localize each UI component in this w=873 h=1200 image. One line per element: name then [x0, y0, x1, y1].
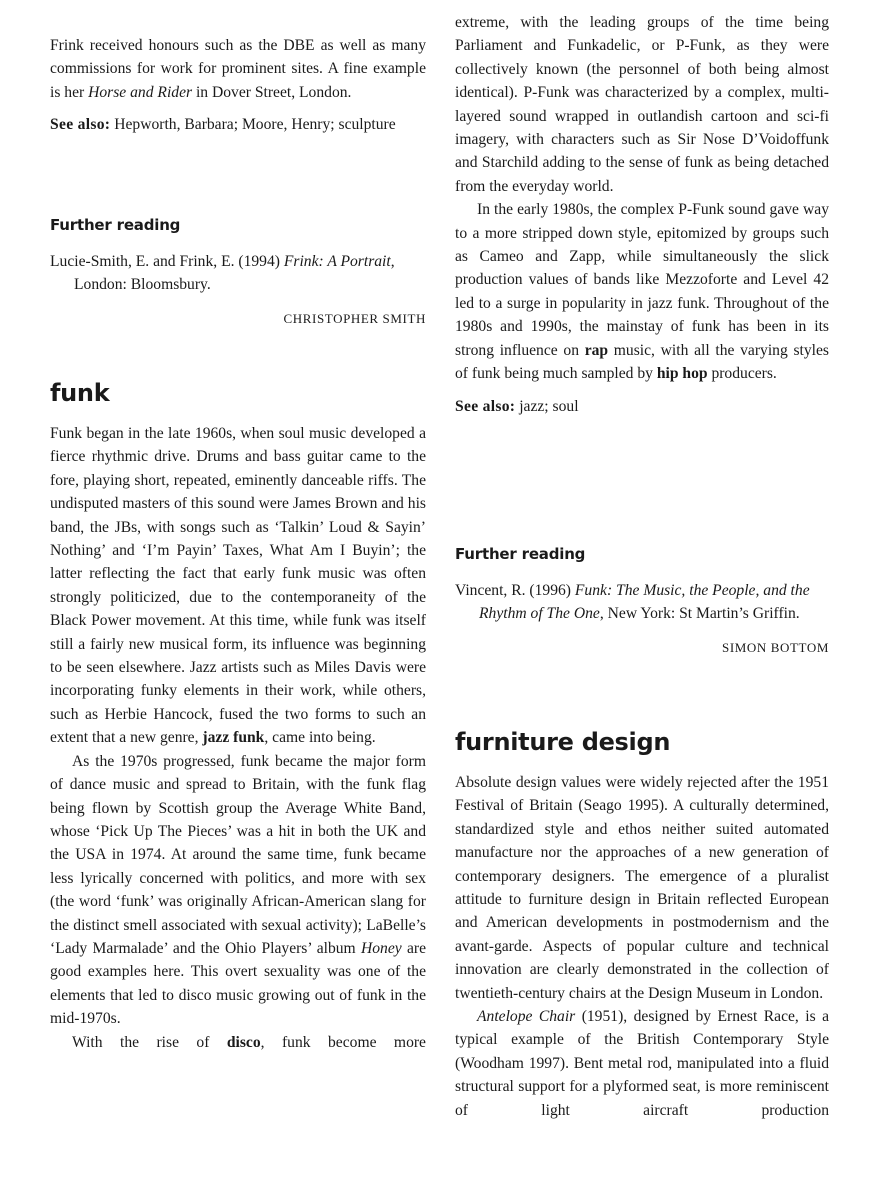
funk-paragraph-3-cont: extreme, with the leading groups of the time being Parliament and Funkadelic, or P-Funk, as they were collectively known (the personnel of both being almost identical). P-Funk was characterized by a complex, multi-layered sound wrapped in outlandish cartoon and sci-fi imagery, with characters such as Sir Nose D’Voidoffunk and Starchild adding to the sense of funk as being detached from the everyday world. — [455, 14, 829, 195]
contributor-name: SIMON BOTTOM — [722, 639, 829, 655]
artwork-title: Horse and Rider — [88, 83, 193, 101]
funk-paragraph-3-start: With the rise of disco, funk become more — [72, 1033, 426, 1051]
entry-title-furniture-design: furniture design — [455, 728, 671, 756]
funk-paragraph-2: As the 1970s progressed, funk became the major form of dance music and spread to Britain, with the funk flag being flown by Scottish group the Average White Band, whose ‘Pick Up The Pieces’ was a hit in both the UK and the USA in 1974. At around the same time, funk became less lyrically concerned with politics, and more with sex (the word ‘funk’ was originally African-American slang for the distinct smell associated with sexual activity); LaBelle’s ‘Lady Marmalade’ and the Ohio Players’ album Honey are good examples here. This overt sexuality was one of the elements that led to disco music growing out of funk in the mid-1970s. — [50, 752, 426, 1028]
furniture-paragraph-2: Antelope Chair (1951), designed by Ernest Race, is a typical example of the British Contemporary Style (Woodham 1997). Bent metal rod, manipulated into a fluid structural support for a plyformed seat, is more reminiscent of light aircraft production — [455, 1008, 830, 1119]
frink-paragraph: Frink received honours such as the DBE as well as many commissions for work for prominent sites. A fine example is her Horse and Rider in Dover Street, London. — [50, 37, 426, 101]
cross-ref-hip-hop[interactable]: hip hop — [656, 365, 708, 383]
contributor-name: CHRISTOPHER SMITH — [283, 310, 426, 326]
cross-ref-jazz-funk[interactable]: jazz funk — [202, 729, 265, 747]
see-also-label: See also: — [455, 397, 516, 415]
further-reading-heading: Further reading — [50, 216, 181, 234]
furniture-paragraph-1: Absolute design values were widely rejected after the 1951 Festival of Britain (Seago 1995). A culturally determined, standardized style and ethos neither suited automated manufacture nor the approaches of a new generation of contemporary designers. The emergence of a pluralist attitude to furniture design in Britain reflected European and American developments in postmodernism and the avant-garde. Aspects of popular culture and technical innovation are clearly demonstrated in the collection of twentieth-century chairs at the Design Museum in London. — [455, 774, 829, 1002]
frink-entry-tail — [50, 34, 426, 137]
see-also-links[interactable]: Hepworth, Barbara; Moore, Henry; sculpture — [110, 116, 396, 134]
cross-ref-disco[interactable]: disco — [226, 1033, 261, 1051]
funk-further-reading — [455, 543, 829, 658]
funk-see-also — [455, 395, 829, 418]
funk-entry-continued — [455, 11, 829, 418]
reference-entry: Vincent, R. (1996) Funk: The Music, the People, and the Rhythm of The One, New York: St Martin’s Griffin. — [455, 582, 810, 623]
entry-title-funk: funk — [50, 379, 110, 407]
see-also-label: See also: — [50, 116, 111, 134]
frink-further-reading — [50, 214, 426, 329]
frink-see-also — [50, 113, 426, 136]
furniture-design-entry — [455, 727, 829, 1122]
further-reading-heading: Further reading — [455, 545, 586, 563]
see-also-links[interactable]: jazz; soul — [515, 397, 579, 415]
reference-entry: Lucie-Smith, E. and Frink, E. (1994) Frink: A Portrait, London: Bloomsbury. — [50, 253, 395, 294]
funk-paragraph-1: Funk began in the late 1960s, when soul music developed a fierce rhythmic drive. Drums and bass guitar came to the fore, playing short, repeated, eminently danceable riffs. The undisputed masters of this sound were James Brown and his band, the JBs, with songs such as ‘Talkin’ Loud & Sayin’ Nothing’ and ‘I’m Payin’ Taxes, What Am I Buyin’; the latter reflecting the fact that early funk music was often strongly politicized, due to the contemporaneity of the Black Power movement. At this time, while funk was itself still a fairly new musical form, its influence was beginning to be seen elsewhere. Jazz artists such as Miles Davis were incorporating funky elements in their work, while others, such as Herbie Hancock, fused the two forms to such an extent that a new genre, jazz funk, came into being. — [50, 425, 426, 747]
funk-paragraph-4: In the early 1980s, the complex P-Funk sound gave way to a more stripped down style, epitomized by groups such as Cameo and Zapp, while simultaneously the slick production values of bands like Mezzoforte and Level 42 led to a surge in popularity in jazz funk. Throughout of the 1980s and 1990s, the mainstay of funk has been in its strong influence on rap music, with all the varying styles of funk being much sampled by hip hop producers. — [455, 201, 829, 383]
cross-ref-rap[interactable]: rap — [584, 341, 609, 359]
chair-title: Antelope Chair — [477, 1008, 576, 1026]
funk-entry — [50, 378, 426, 1054]
